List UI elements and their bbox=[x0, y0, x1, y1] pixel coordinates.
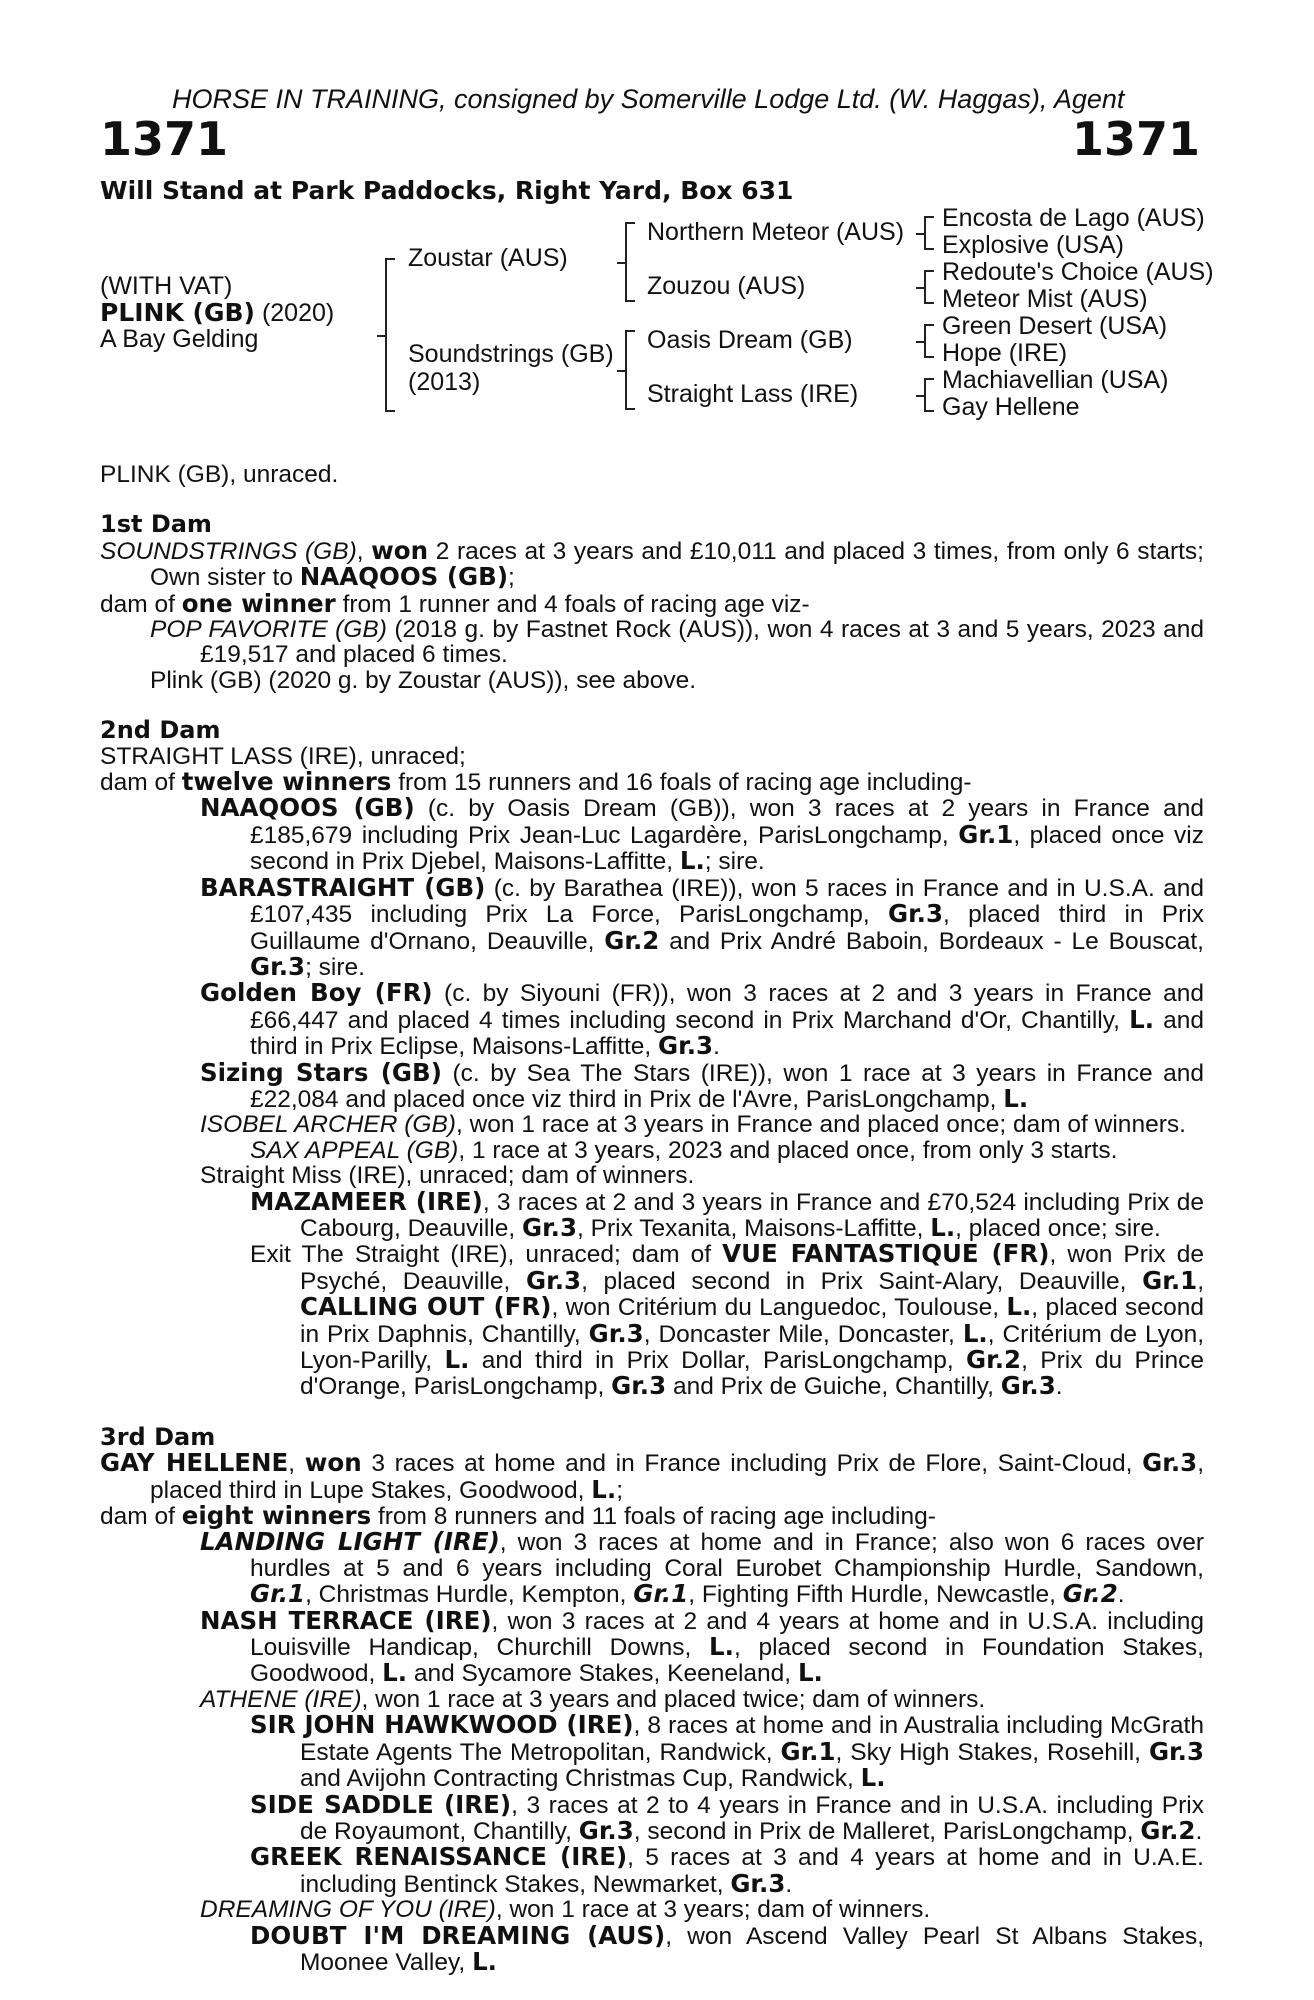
grade: L. bbox=[797, 1658, 823, 1688]
foal-name: DREAMING OF YOU (IRE) bbox=[200, 1896, 496, 1924]
text: and Prix de Guiche, Chantilly, bbox=[666, 1373, 1001, 1401]
sire-dam: Zouzou (AUS) bbox=[647, 272, 806, 300]
relative-name: NAAQOOS (GB) bbox=[299, 562, 509, 592]
dam-dam: Straight Lass (IRE) bbox=[647, 380, 859, 408]
foal-name: LANDING LIGHT (IRE) bbox=[200, 1527, 500, 1557]
sss: Encosta de Lago (AUS) bbox=[942, 204, 1205, 232]
grade: Gr.1 bbox=[958, 819, 1014, 849]
text: , placed second in Prix Saint-Alary, Deauville, bbox=[581, 1267, 1143, 1295]
grade: Gr.3 bbox=[658, 1031, 714, 1061]
dsd: Hope (IRE) bbox=[942, 339, 1068, 367]
text: and third in Prix Dollar, ParisLongchamp, bbox=[469, 1347, 967, 1374]
sire: Zoustar (AUS) bbox=[408, 244, 568, 272]
grade: Gr.3 bbox=[250, 951, 306, 981]
text: , won 1 race at 3 years; dam of winners. bbox=[495, 1896, 931, 1924]
text: ; bbox=[616, 1476, 624, 1504]
text: , Prix du Prince d'Orange, ParisLongchamp, bbox=[300, 1347, 1204, 1401]
winners-count: twelve winners bbox=[181, 767, 392, 797]
text: , Fighting Fifth Hurdle, Newcastle, bbox=[688, 1581, 1063, 1609]
text: , second in Prix de Malleret, ParisLongchamp, bbox=[633, 1817, 1141, 1845]
text: , bbox=[356, 537, 372, 565]
text: (c. by Siyouni (FR)), won 3 races at 2 and 3 years in France and £66,447 and placed 4 times including second in Prix Marchand d'Or, Chantilly, bbox=[250, 980, 1205, 1034]
text: Exit The Straight (IRE), unraced; dam of bbox=[250, 1241, 723, 1269]
grade: Gr.3 bbox=[578, 1815, 634, 1845]
brace-horse bbox=[385, 258, 395, 412]
grade: Gr.3 bbox=[526, 1265, 582, 1295]
text: , 5 races at 3 and 4 years at home and in U.A.E. including Bentinck Stakes, Newmarket, bbox=[300, 1844, 1204, 1898]
text: , Doncaster Mile, Doncaster, bbox=[643, 1320, 963, 1348]
horse-name-line bbox=[100, 298, 334, 328]
dam-name: SOUNDSTRINGS (GB) bbox=[100, 537, 357, 565]
text: (2018 g. by Fastnet Rock (AUS)), won 4 races at 3 and 5 years, 2023 and £19,517 and placed 6 times. bbox=[200, 616, 1204, 669]
produce-golden-boy bbox=[100, 980, 1204, 1059]
text: 3 races at home and in France including Prix de Flore, Saint-Cloud, bbox=[361, 1450, 1143, 1478]
produce-pop-favorite bbox=[100, 617, 1204, 668]
second-dam-produce-summary bbox=[100, 769, 1204, 795]
grade: Gr.3 bbox=[730, 1868, 786, 1898]
ssd: Explosive (USA) bbox=[942, 231, 1124, 259]
produce-doubt-im-dreaming bbox=[100, 1920, 1204, 1976]
stand-location: Will Stand at Park Paddocks, Right Yard, Box 631 bbox=[100, 176, 794, 205]
text: (c. by Oasis Dream (GB)), won 3 races at 2 years in France and £185,679 including Prix Jean-Luc Lagardère, ParisLongchamp, bbox=[250, 795, 1204, 849]
text: ; sire. bbox=[704, 848, 765, 876]
ddd: Gay Hellene bbox=[942, 393, 1080, 421]
grade: Gr.1 bbox=[1142, 1265, 1198, 1295]
text: . bbox=[1055, 1373, 1063, 1401]
won-label: won bbox=[371, 535, 429, 565]
text: , placed once; sire. bbox=[955, 1214, 1161, 1242]
grade: Gr.3 bbox=[521, 1212, 578, 1242]
text: , placed second in Prix Daphnis, Chantilly, bbox=[300, 1294, 1204, 1348]
text: dam of bbox=[100, 590, 182, 618]
produce-exit-the-straight bbox=[100, 1241, 1204, 1399]
grade: L. bbox=[1129, 1004, 1154, 1034]
grade: L. bbox=[860, 1763, 886, 1793]
text: , won 3 races at 2 and 4 years at home and in U.S.A. including Louisville Handicap, Churchill Downs, bbox=[250, 1607, 1204, 1662]
grade: L. bbox=[679, 846, 705, 876]
grade: Gr.3 bbox=[887, 899, 944, 929]
text: , won Ascend Valley Pearl St Albans Stakes, Moonee Valley, bbox=[300, 1922, 1204, 1976]
produce-athene bbox=[100, 1687, 1204, 1712]
foal-name: ATHENE (IRE) bbox=[200, 1685, 362, 1713]
dam-sire: Oasis Dream (GB) bbox=[647, 326, 853, 354]
grade: L. bbox=[709, 1632, 734, 1662]
text: , won 1 race at 3 years and placed twice; dam of winners. bbox=[361, 1685, 986, 1713]
text: and third in Prix Eclipse, Maisons-Laffitte, bbox=[250, 1006, 1204, 1061]
grade: Gr.3 bbox=[1142, 1448, 1198, 1478]
grade: Gr.3 bbox=[611, 1371, 667, 1401]
intro-line: PLINK (GB), unraced. bbox=[100, 461, 339, 488]
text: dam of bbox=[100, 1503, 182, 1531]
dds: Machiavellian (USA) bbox=[942, 366, 1169, 394]
foal-name: SAX APPEAL (GB) bbox=[250, 1136, 459, 1164]
text: , Christmas Hurdle, Kempton, bbox=[305, 1581, 634, 1609]
produce-nash-terrace bbox=[100, 1605, 1204, 1688]
vat-note: (WITH VAT) bbox=[100, 272, 233, 300]
grade: L. bbox=[1006, 1292, 1032, 1322]
produce-sir-john-hawkwood bbox=[100, 1712, 1204, 1791]
produce-sizing-stars bbox=[100, 1057, 1204, 1113]
brace-sire bbox=[625, 222, 635, 302]
text: , placed once viz second in Prix Djebel, Maisons-Laffitte, bbox=[250, 821, 1205, 876]
grade: L. bbox=[444, 1345, 470, 1374]
grade: Gr.1 bbox=[780, 1736, 836, 1766]
sds: Redoute's Choice (AUS) bbox=[942, 258, 1214, 286]
text: , bbox=[288, 1450, 305, 1478]
text: , Prix Texanita, Maisons-Laffitte, bbox=[577, 1214, 931, 1242]
text: , won 1 race at 3 years in France and placed once; dam of winners. bbox=[455, 1111, 1186, 1139]
text: . bbox=[1117, 1581, 1125, 1609]
second-dam-record: STRAIGHT LASS (IRE), unraced; bbox=[100, 742, 466, 770]
text: . bbox=[1195, 1817, 1203, 1845]
produce-mazameer bbox=[100, 1186, 1204, 1242]
produce-naaqoos bbox=[100, 795, 1204, 874]
text: 2 races at 3 years and £10,011 and placed 3 times, from only 6 starts; Own sister to bbox=[150, 537, 1204, 592]
produce-record bbox=[100, 462, 1204, 1975]
foal-name: Golden Boy (FR) bbox=[200, 978, 433, 1008]
grade: L. bbox=[1003, 1083, 1029, 1113]
grade: L. bbox=[930, 1212, 956, 1242]
produce-barastraight bbox=[100, 872, 1204, 981]
text: , won Prix de Psyché, Deauville, bbox=[300, 1241, 1204, 1295]
sire-sire: Northern Meteor (AUS) bbox=[647, 218, 905, 246]
text: (c. by Barathea (IRE)), won 5 races in France and in U.S.A. and £107,435 including Prix La Force, ParisLongchamp, bbox=[250, 874, 1204, 929]
third-dam-record bbox=[100, 1450, 1204, 1503]
text: from 8 runners and 11 foals of racing age including- bbox=[371, 1503, 936, 1531]
first-dam-heading: 1st Dam bbox=[100, 510, 212, 539]
produce-straight-miss: Straight Miss (IRE), unraced; dam of winners. bbox=[200, 1162, 695, 1190]
horse-description: A Bay Gelding bbox=[100, 325, 259, 353]
second-dam-heading: 2nd Dam bbox=[100, 716, 221, 745]
sdd: Meteor Mist (AUS) bbox=[942, 285, 1148, 313]
lot-number-left: 1371 bbox=[100, 112, 229, 166]
third-dam-heading: 3rd Dam bbox=[100, 1422, 216, 1451]
produce-side-saddle bbox=[100, 1789, 1204, 1845]
text: , Sky High Stakes, Rosehill, bbox=[835, 1738, 1149, 1766]
text: ; sire. bbox=[305, 953, 365, 981]
foal-name: NASH TERRACE (IRE) bbox=[200, 1605, 492, 1635]
produce-sax-appeal bbox=[100, 1138, 1204, 1163]
text: and Sycamore Stakes, Keeneland, bbox=[407, 1660, 798, 1688]
text: , Critérium de Lyon, Lyon-Parilly, bbox=[300, 1320, 1204, 1374]
text: , bbox=[1197, 1267, 1204, 1295]
brace-ss bbox=[924, 216, 934, 250]
text: , won Critérium du Languedoc, Toulouse, bbox=[551, 1294, 1007, 1322]
text: ; bbox=[508, 564, 515, 592]
dam-year: (2013) bbox=[408, 368, 481, 396]
foal-name: ISOBEL ARCHER (GB) bbox=[200, 1111, 456, 1139]
catalogue-header: HORSE IN TRAINING, consigned by Somerville Lodge Ltd. (W. Haggas), Agent bbox=[172, 84, 1125, 114]
foal-name: MAZAMEER (IRE) bbox=[250, 1186, 483, 1216]
brace-dam bbox=[625, 330, 635, 410]
foal-name: GREEK RENAISSANCE (IRE) bbox=[250, 1842, 628, 1872]
text: from 15 runners and 16 foals of racing age including- bbox=[391, 769, 972, 797]
text: , won 3 races at home and in France; also won 6 races over hurdles at 5 and 6 years including Coral Eurobet Championship Hurdle, Sandown, bbox=[250, 1529, 1204, 1582]
text: . bbox=[785, 1870, 793, 1898]
grade: Gr.2 bbox=[1140, 1815, 1196, 1845]
text: , 3 races at 2 and 3 years in France and £70,524 including Prix de Cabourg, Deauville, bbox=[300, 1188, 1204, 1242]
foal-name: Sizing Stars (GB) bbox=[200, 1057, 442, 1087]
brace-sd bbox=[924, 270, 934, 304]
grade: Gr.2 bbox=[604, 925, 660, 955]
foal-name: CALLING OUT (FR) bbox=[300, 1292, 552, 1322]
foal-name: BARASTRAIGHT (GB) bbox=[200, 872, 486, 902]
produce-landing-light bbox=[100, 1529, 1204, 1607]
won-label: won bbox=[304, 1448, 362, 1478]
foal-name: NAAQOOS (GB) bbox=[200, 793, 415, 823]
grade: Gr.3 bbox=[588, 1318, 644, 1348]
dam-name: GAY HELLENE bbox=[100, 1448, 289, 1478]
text: dam of bbox=[100, 769, 182, 797]
grade: Gr.1 bbox=[633, 1579, 689, 1609]
dam: Soundstrings (GB) bbox=[408, 340, 614, 368]
text: (c. by Sea The Stars (IRE)), won 1 race at 3 years in France and £22,084 and placed once viz third in Prix de l'Avre, ParisLongchamp, bbox=[250, 1059, 1204, 1113]
produce-isobel-archer bbox=[100, 1112, 1204, 1137]
horse-year: (2020) bbox=[261, 299, 335, 327]
grade: L. bbox=[591, 1474, 617, 1504]
grade: L. bbox=[472, 1946, 497, 1976]
text: from 1 runner and 4 foals of racing age viz- bbox=[335, 590, 810, 618]
produce-dreaming-of-you bbox=[100, 1897, 1204, 1922]
first-dam-produce-summary bbox=[100, 588, 1204, 618]
foal-name: SIDE SADDLE (IRE) bbox=[250, 1789, 512, 1819]
foal-name: POP FAVORITE (GB) bbox=[150, 616, 387, 644]
foal-name: SIR JOHN HAWKWOOD (IRE) bbox=[250, 1710, 634, 1740]
text: . bbox=[713, 1033, 720, 1061]
lot-number-right: 1371 bbox=[1071, 112, 1200, 166]
text: and Prix André Baboin, Bordeaux - Le Bouscat, bbox=[659, 927, 1204, 955]
grade: Gr.1 bbox=[250, 1579, 306, 1609]
text: , placed second in Foundation Stakes, Goodwood, bbox=[250, 1634, 1204, 1688]
text: , placed third in Lupe Stakes, Goodwood, bbox=[150, 1450, 1205, 1504]
text: and Avijohn Contracting Christmas Cup, Randwick, bbox=[300, 1765, 861, 1793]
dss: Green Desert (USA) bbox=[942, 312, 1168, 340]
winners-count: one winner bbox=[181, 588, 336, 618]
grade: Gr.3 bbox=[1148, 1736, 1204, 1766]
grade: L. bbox=[382, 1658, 408, 1688]
winners-count: eight winners bbox=[181, 1501, 372, 1531]
text: , placed third in Prix Guillaume d'Ornano, Deauville, bbox=[250, 901, 1204, 955]
brace-dd bbox=[924, 378, 934, 412]
third-dam-produce-summary bbox=[100, 1503, 1204, 1529]
first-dam-record bbox=[100, 535, 1204, 592]
grade: L. bbox=[962, 1318, 988, 1348]
brace-ds bbox=[924, 324, 934, 358]
produce-plink: Plink (GB) (2020 g. by Zoustar (AUS)), see above. bbox=[150, 666, 697, 694]
grade: Gr.2 bbox=[1062, 1579, 1118, 1609]
foal-name: VUE FANTASTIQUE (FR) bbox=[722, 1239, 1050, 1269]
grade: Gr.2 bbox=[966, 1345, 1022, 1374]
produce-greek-renaissance bbox=[100, 1844, 1204, 1897]
text: , 3 races at 2 to 4 years in France and in U.S.A. including Prix de Royaumont, Chantilly, bbox=[300, 1791, 1204, 1845]
grade: Gr.3 bbox=[1000, 1371, 1056, 1401]
foal-name: DOUBT I'M DREAMING (AUS) bbox=[250, 1920, 666, 1950]
horse-name: PLINK (GB) bbox=[100, 298, 255, 327]
text: , 1 race at 3 years, 2023 and placed once, from only 3 starts. bbox=[458, 1136, 1118, 1164]
text: , 8 races at home and in Australia including McGrath Estate Agents The Metropolitan, Randwick, bbox=[300, 1712, 1204, 1766]
